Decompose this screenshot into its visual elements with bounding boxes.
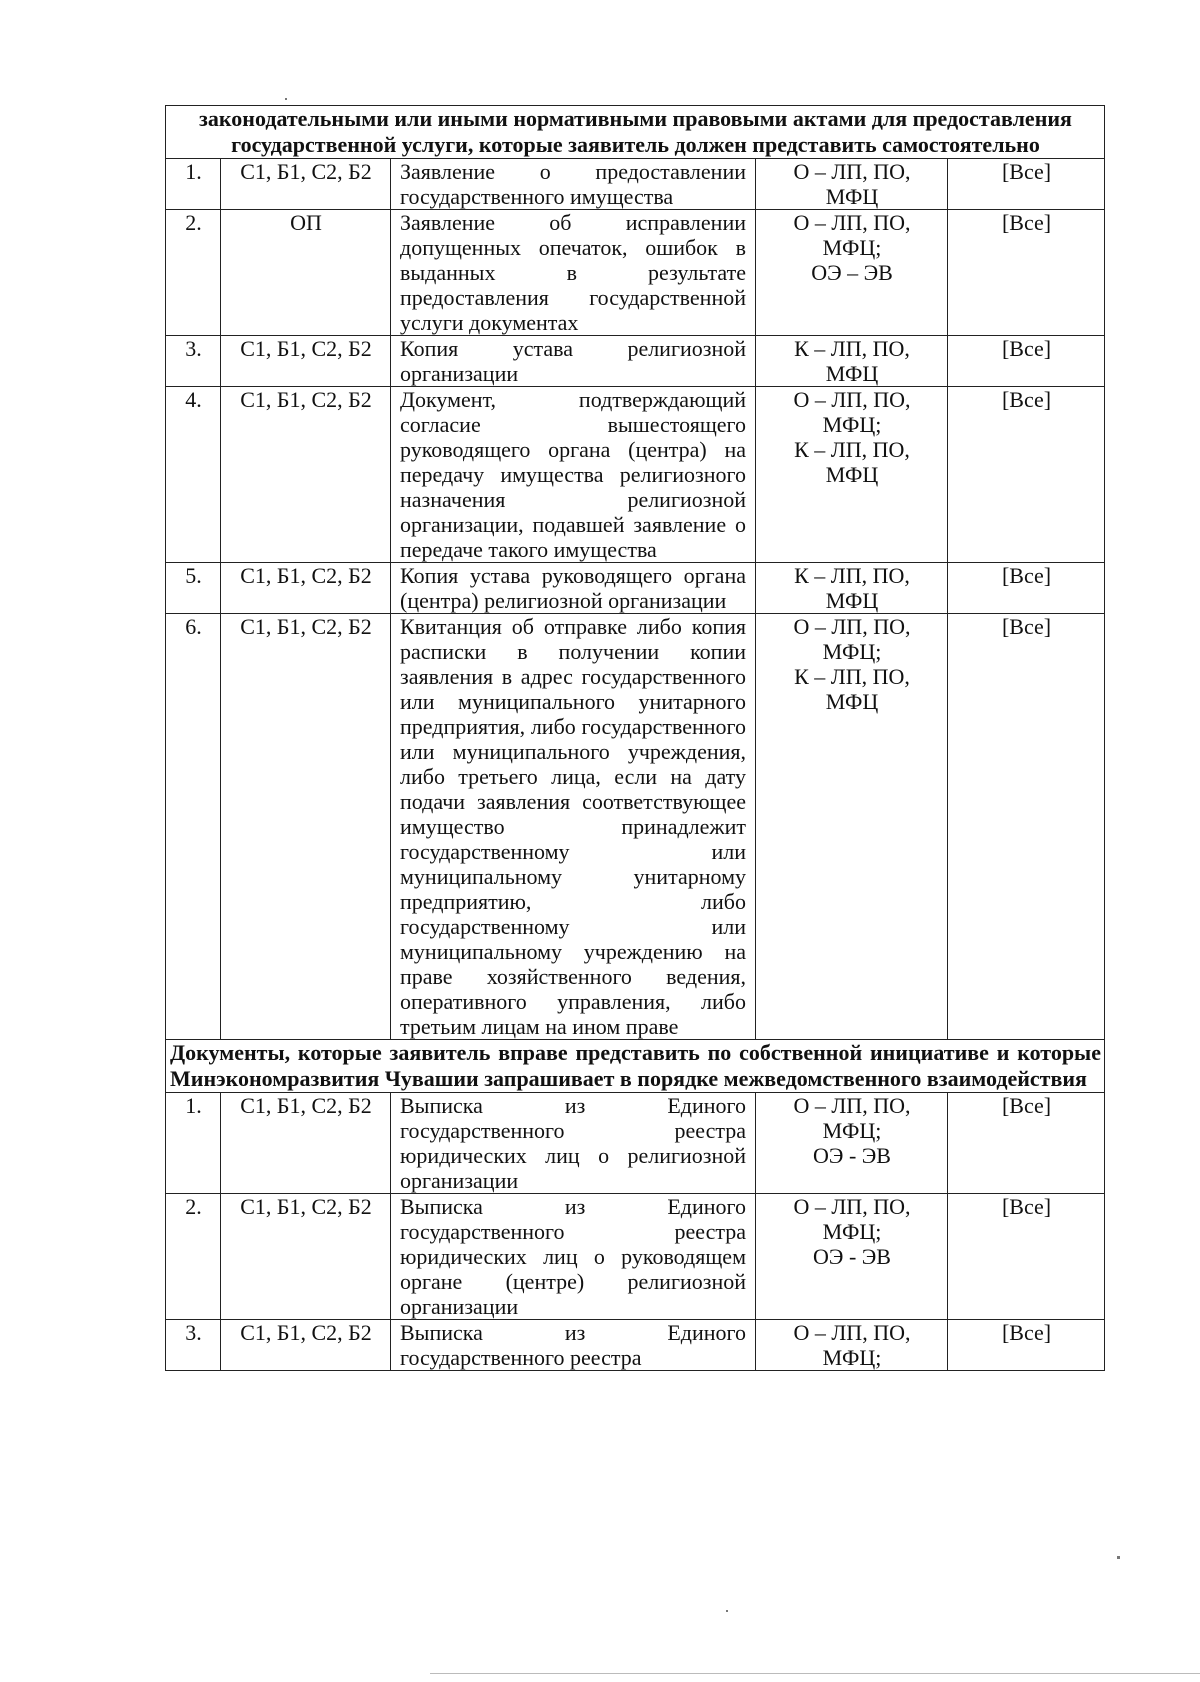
form-line: МФЦ;: [822, 1345, 882, 1370]
applies-to: [Все]: [948, 614, 1105, 1040]
applicant-category: ОП: [221, 210, 391, 336]
form-line: МФЦ;: [822, 412, 882, 437]
table-row: [166, 1320, 1105, 1371]
applies-to: [Все]: [948, 159, 1105, 210]
applies-to: [Все]: [948, 210, 1105, 336]
document-name: Выписка из Единого государственного реестра юридических лиц о руководящем органе (центре) религиозной организации: [391, 1194, 756, 1320]
applies-to: [Все]: [948, 1320, 1105, 1371]
document-name: Выписка из Единого государственного реестра юридических лиц о религиозной организации: [391, 1093, 756, 1194]
form-line: О – ЛП, ПО,: [793, 614, 911, 639]
form-line: К – ЛП, ПО,: [794, 336, 910, 361]
row-number: 2.: [166, 1194, 221, 1320]
form-line: МФЦ: [825, 361, 879, 386]
submission-form: [756, 1093, 948, 1194]
document-name: Квитанция об отправке либо копия расписки в получении копии заявления в адрес государственного или муниципального унитарного предприятия, либо государственного или муниципального учреждения, либо третьего лица, если на дату подачи заявления соответствующее имущество принадлежит государственному или муниципальному унитарному предприятию, либо государственному или муниципальному учреждению на праве хозяйственного ведения, оперативного управления, либо третьим лицам на ином праве: [391, 614, 756, 1040]
scan-dot: [726, 1610, 728, 1612]
form-line: К – ЛП, ПО,: [794, 563, 910, 588]
section-1-title: законодательными или иными нормативными правовыми актами для предоставления государственной услуги, которые заявитель должен представить самостоятельно: [166, 106, 1105, 159]
applicant-category: С1, Б1, С2, Б2: [221, 614, 391, 1040]
form-line: МФЦ: [825, 588, 879, 613]
submission-form: [756, 210, 948, 336]
form-line: ОЭ - ЭВ: [813, 1244, 891, 1269]
documents-table: [165, 105, 1105, 1371]
section-2-title: Документы, которые заявитель вправе представить по собственной инициативе и которые Минэкономразвития Чувашии запрашивает в порядке межведомственного взаимодействия: [166, 1040, 1105, 1093]
section-1-header-row: [166, 106, 1105, 159]
applies-to: [Все]: [948, 387, 1105, 563]
document-name: Копия устава религиозной организации: [391, 336, 756, 387]
scan-dot: [285, 98, 287, 100]
row-number: 5.: [166, 563, 221, 614]
row-number: 3.: [166, 1320, 221, 1371]
form-line: ОЭ – ЭВ: [811, 260, 893, 285]
row-number: 6.: [166, 614, 221, 1040]
form-line: О – ЛП, ПО,: [793, 159, 911, 184]
applies-to: [Все]: [948, 1093, 1105, 1194]
applies-to: [Все]: [948, 563, 1105, 614]
submission-form: [756, 563, 948, 614]
form-line: МФЦ: [825, 184, 879, 209]
row-number: 1.: [166, 1093, 221, 1194]
table-row: [166, 387, 1105, 563]
table-row: [166, 210, 1105, 336]
document-name: Заявление о предоставлении государственного имущества: [391, 159, 756, 210]
form-line: МФЦ: [825, 689, 879, 714]
table-row: [166, 336, 1105, 387]
row-number: 3.: [166, 336, 221, 387]
document-name: Копия устава руководящего органа (центра) религиозной организации: [391, 563, 756, 614]
document-name: Документ, подтверждающий согласие вышестоящего руководящего органа (центра) на передачу имущества религиозного назначения религиозной организации, подавшей заявление о передаче такого имущества: [391, 387, 756, 563]
table-row: [166, 1093, 1105, 1194]
row-number: 4.: [166, 387, 221, 563]
form-line: О – ЛП, ПО,: [793, 1320, 911, 1345]
form-line: МФЦ;: [822, 1219, 882, 1244]
form-line: О – ЛП, ПО,: [793, 387, 911, 412]
document-name: Выписка из Единого государственного реестра: [391, 1320, 756, 1371]
applicant-category: С1, Б1, С2, Б2: [221, 387, 391, 563]
form-line: О – ЛП, ПО,: [793, 1194, 911, 1219]
scan-line: [430, 1673, 1200, 1674]
applicant-category: С1, Б1, С2, Б2: [221, 159, 391, 210]
applies-to: [Все]: [948, 1194, 1105, 1320]
form-line: МФЦ;: [822, 639, 882, 664]
submission-form: [756, 387, 948, 563]
form-line: О – ЛП, ПО,: [793, 210, 911, 235]
section-2-header-row: [166, 1040, 1105, 1093]
applies-to: [Все]: [948, 336, 1105, 387]
table-row: [166, 563, 1105, 614]
row-number: 2.: [166, 210, 221, 336]
submission-form: [756, 159, 948, 210]
submission-form: [756, 614, 948, 1040]
table-row: [166, 1194, 1105, 1320]
form-line: МФЦ;: [822, 1118, 882, 1143]
form-line: ОЭ - ЭВ: [813, 1143, 891, 1168]
table-row: [166, 159, 1105, 210]
form-line: МФЦ;: [822, 235, 882, 260]
applicant-category: С1, Б1, С2, Б2: [221, 1093, 391, 1194]
submission-form: [756, 336, 948, 387]
scan-dot: [1117, 1556, 1120, 1559]
table-row: [166, 614, 1105, 1040]
form-line: О – ЛП, ПО,: [793, 1093, 911, 1118]
form-line: К – ЛП, ПО,: [794, 664, 910, 689]
applicant-category: С1, Б1, С2, Б2: [221, 563, 391, 614]
applicant-category: С1, Б1, С2, Б2: [221, 336, 391, 387]
form-line: МФЦ: [825, 462, 879, 487]
submission-form: [756, 1320, 948, 1371]
submission-form: [756, 1194, 948, 1320]
applicant-category: С1, Б1, С2, Б2: [221, 1194, 391, 1320]
applicant-category: С1, Б1, С2, Б2: [221, 1320, 391, 1371]
document-name: Заявление об исправлении допущенных опечаток, ошибок в выданных в результате предоставления государственной услуги документах: [391, 210, 756, 336]
form-line: К – ЛП, ПО,: [794, 437, 910, 462]
row-number: 1.: [166, 159, 221, 210]
